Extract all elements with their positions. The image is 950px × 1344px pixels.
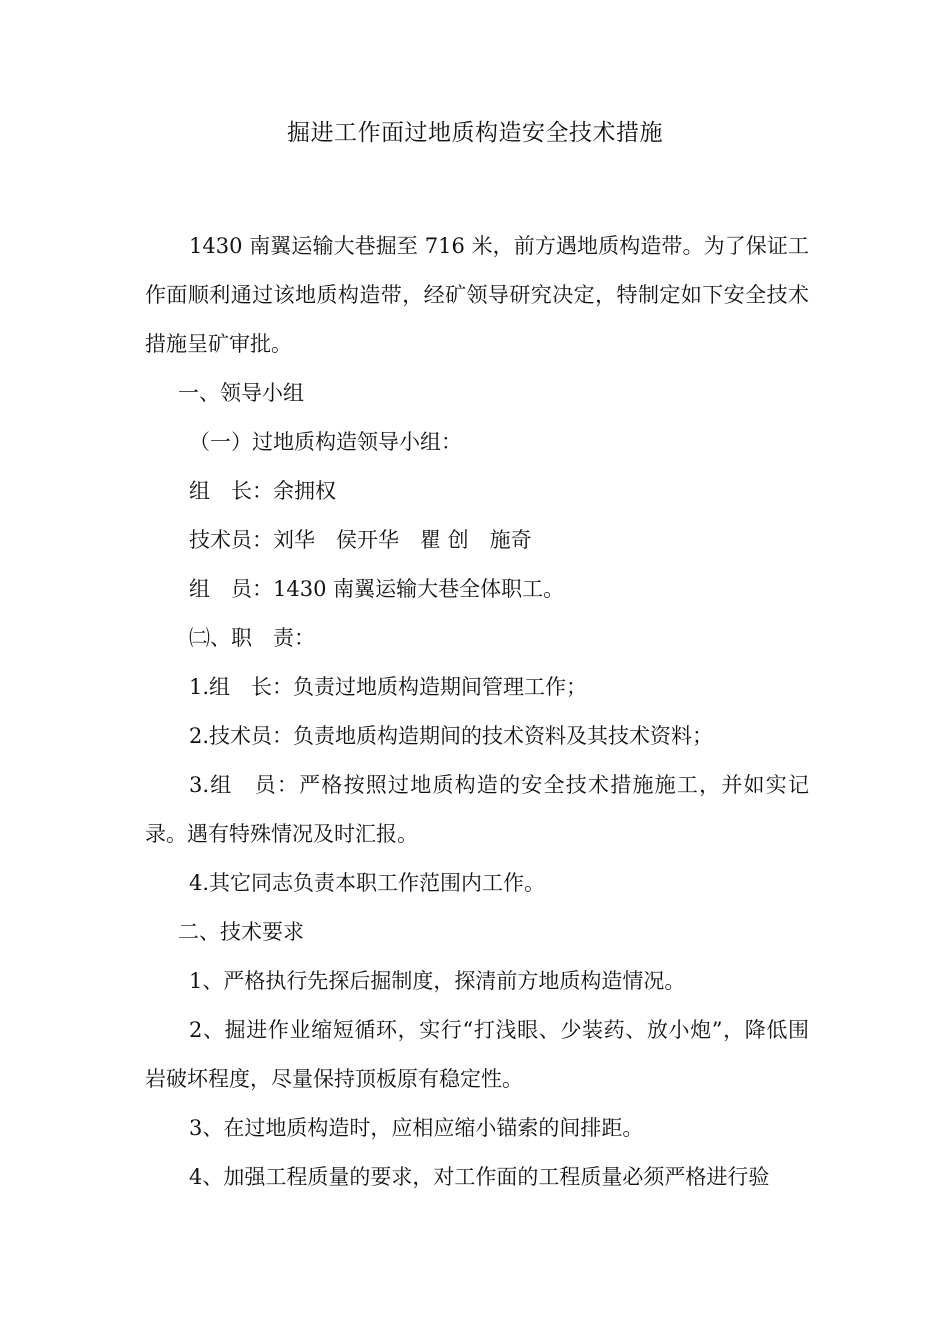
subsection-heading-group: （一）过地质构造领导小组： <box>189 430 462 454</box>
document-body <box>145 222 809 1202</box>
duty-item: 3.组 员：严格按照过地质构造的安全技术措施施工，并如实记录。遇有特殊情况及时汇报。 <box>145 773 809 846</box>
section-heading-leadership: 一、领导小组 <box>178 381 304 405</box>
requirement-item: 3、在过地质构造时，应相应缩小锚索的间排距。 <box>189 1116 644 1140</box>
group-members-line: 组 员：1430 南翼运输大巷全体职工。 <box>189 577 565 601</box>
subsection-heading-duties: ㈡、职 责： <box>189 626 315 650</box>
section-heading-technical: 二、技术要求 <box>178 920 304 944</box>
requirement-item: 2、掘进作业缩短循环，实行“打浅眼、少装药、放小炮”，降低围岩破坏程度，尽量保持顶板原有稳定性。 <box>145 1018 809 1091</box>
paragraph-intro: 1430 南翼运输大巷掘至 716 米，前方遇地质构造带。为了保证工作面顺利通过该地质构造带，经矿领导研究决定，特制定如下安全技术措施呈矿审批。 <box>145 234 809 356</box>
group-leader-line: 组 长：余拥权 <box>189 479 336 503</box>
technician-line: 技术员：刘华 侯开华 瞿 创 施奇 <box>189 528 532 552</box>
requirement-item: 4、加强工程质量的要求，对工作面的工程质量必须严格进行验 <box>189 1165 770 1189</box>
duty-item: 1.组 长：负责过地质构造期间管理工作； <box>189 675 588 699</box>
duty-item: 2.技术员：负责地质构造期间的技术资料及其技术资料； <box>189 724 714 748</box>
duty-item: 4.其它同志负责本职工作范围内工作。 <box>189 871 546 895</box>
document-title: 掘进工作面过地质构造安全技术措施 <box>287 120 663 146</box>
requirement-item: 1、严格执行先探后掘制度，探清前方地质构造情况。 <box>189 969 686 993</box>
